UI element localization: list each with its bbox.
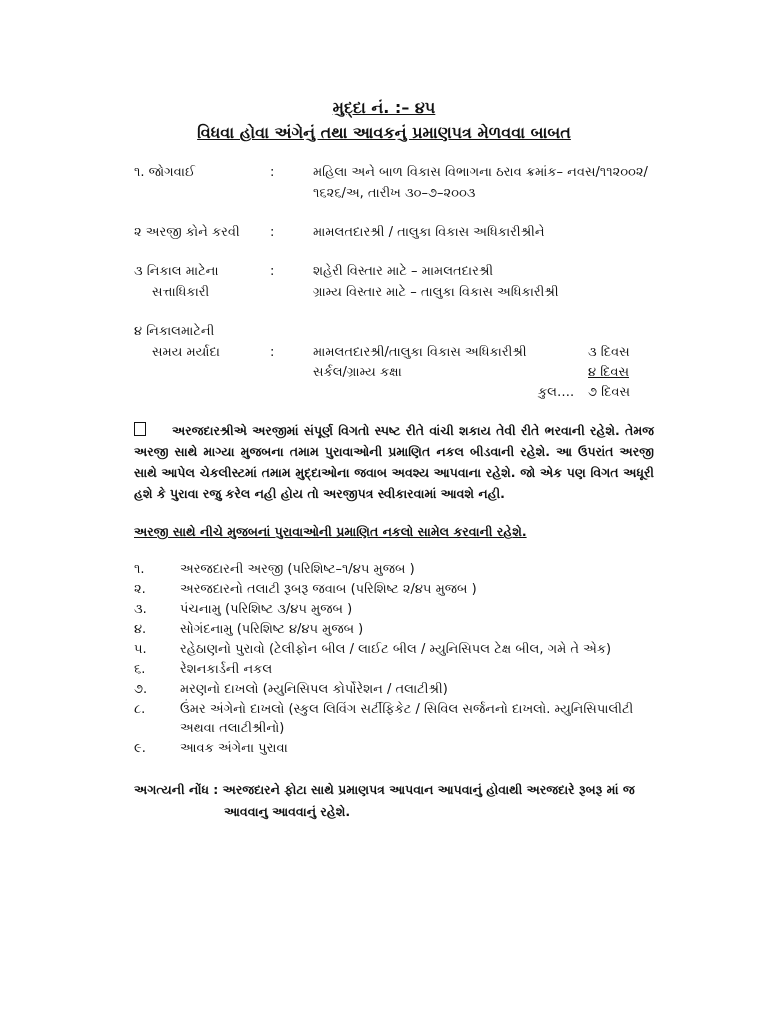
section-2-label: ૨ અરજી કોને કરવી: [134, 225, 240, 240]
document-number: ૧.: [134, 562, 145, 577]
document-item: રેશનકાર્ડની નકલ: [180, 662, 273, 677]
important-note: અગત્યની નોંધ : અરજદારને ફોટા સાથે પ્રમાણપત્ર આપવાન આપવાનું હોવાથી અરજદારે રૂબરૂ માં જ: [134, 782, 635, 797]
instruction-text: અરજદારશ્રીએ અરજીમાં સંપૂર્ણ વિગતો સ્પષ્ટ રીતે વાંચી શકાય તેવી રીતે ભરવાની રહેશે. તેમજ અરજી સાથે માગ્યા મુજબના તમામ પુરાવાઓની પ્રમાણિત નકલ બીડવાની રહેશે. આ ઉપરાંત અરજી સાથે આપેલ ચેકલીસ્ટમાં તમામ મુદ્દાઓના જવાબ અવશ્ય આપવાના રહેશે. જો એક પણ વિગત અધૂરી હશે કે પુરાવા રજુ કરેલ નહી હોય તો અરજીપત્ર સ્વીકારવામાં આવશે નહી.: [134, 423, 654, 501]
section-4-colon: :: [270, 345, 275, 360]
document-number: ૬.: [134, 662, 146, 677]
important-note-cont: આવવાનુ આવવાનું રહેશે.: [224, 804, 351, 819]
section-1-colon: :: [270, 165, 275, 180]
section-4-row1-days: ૩ દિવસ: [588, 345, 630, 360]
section-4-row2-days: ૪ દિવસ: [588, 365, 630, 380]
document-number: ૫.: [134, 642, 147, 657]
section-1-value-line1: મહિલા અને બાળ વિકાસ વિભાગના ઠરાવ ક્રમાંક– નવસ/૧૧૨૦૦૨/: [313, 165, 648, 180]
section-1-value-line2: ૧૬૨૬/અ, તારીખ ૩૦–૭–૨૦૦૩: [313, 186, 476, 201]
document-number: ૨.: [134, 582, 146, 597]
document-number: ૯.: [134, 741, 146, 756]
section-4-label-cont: સમય મર્યાદા: [152, 345, 220, 360]
document-item: ઉંમર અંગેનો દાખલો (સ્કુલ લિવિંગ સર્ટીફિકેટ / સિવિલ સર્જનનો દાખલો. મ્યુનિસિપાલીટી: [180, 702, 634, 717]
documents-heading: અરજી સાથે નીચે મુજબનાં પુરાવાઓની પ્રમાણિત નકલો સામેલ કરવાની રહેશે.: [134, 524, 527, 539]
document-number: ૮.: [134, 702, 146, 717]
document-subtitle: વિધવા હોવા અંગેનું તથા આવકનું પ્રમાણપત્ર મેળવવા બાબત: [197, 123, 571, 142]
section-3-colon: :: [270, 264, 275, 279]
section-4-total-label: કુલ….: [538, 385, 575, 400]
document-item-cont: અથવા તલાટીશ્રીનો): [180, 721, 285, 736]
document-item: મરણનો દાખલો (મ્યુનિસિપલ કોર્પોરેશન / તલાટીશ્રી): [180, 682, 448, 697]
document-item: અરજદારનો તલાટી રૂબરૂ જવાબ (પરિશિષ્ટ ૨/૪૫ મુજબ ): [180, 582, 477, 597]
section-2-value: મામલતદારશ્રી / તાલુકા વિકાસ અધિકારીશ્રીને: [313, 225, 545, 240]
checkbox-glyph-icon: [134, 422, 146, 436]
section-4-row2-text: સર્કલ/ગ્રામ્ય કક્ષા: [313, 365, 402, 380]
document-item: અરજદારની અરજી (પરિશિષ્ટ–૧/૪૫ મુજબ ): [180, 562, 415, 577]
section-2-colon: :: [270, 225, 275, 240]
document-item: રહેઠાણનો પુરાવો (ટેલીફોન બીલ / લાઈટ બીલ / મ્યુનિસિપલ ટેક્ષ બીલ, ગમે તે એક): [180, 642, 612, 657]
document-item: સોગંદનામુ (પરિશિષ્ટ ૪/૪૫ મુજબ ): [180, 622, 364, 637]
document-number: ૪.: [134, 622, 147, 637]
section-1-label: ૧. જોગવાઈ: [134, 165, 195, 180]
section-4-total-days: ૭ દિવસ: [588, 385, 631, 400]
instruction-paragraph: [134, 420, 654, 504]
document-title: મુદ્દા નં. :– ૪૫: [332, 98, 436, 117]
section-3-label: ૩ નિકાલ માટેના: [134, 264, 219, 279]
section-3-value-line2: ગ્રામ્ય વિસ્તાર માટે – તાલુકા વિકાસ અધિકારીશ્રી: [313, 285, 559, 300]
section-4-row1-text: મામલતદારશ્રી/તાલુકા વિકાસ અધિકારીશ્રી: [313, 345, 527, 360]
document-item: આવક અંગેના પુરાવા: [180, 741, 288, 756]
document-number: ૩.: [134, 602, 147, 617]
section-4-label: ૪ નિકાલમાટેની: [134, 324, 215, 339]
document-number: ૭.: [134, 682, 148, 697]
document-item: પંચનામુ (પરિશિષ્ટ ૩/૪૫ મુજબ ): [180, 602, 353, 617]
section-3-value-line1: શહેરી વિસ્તાર માટે – મામલતદારશ્રી: [313, 264, 494, 279]
section-3-label-cont: સત્તાધિકારી: [152, 285, 210, 300]
